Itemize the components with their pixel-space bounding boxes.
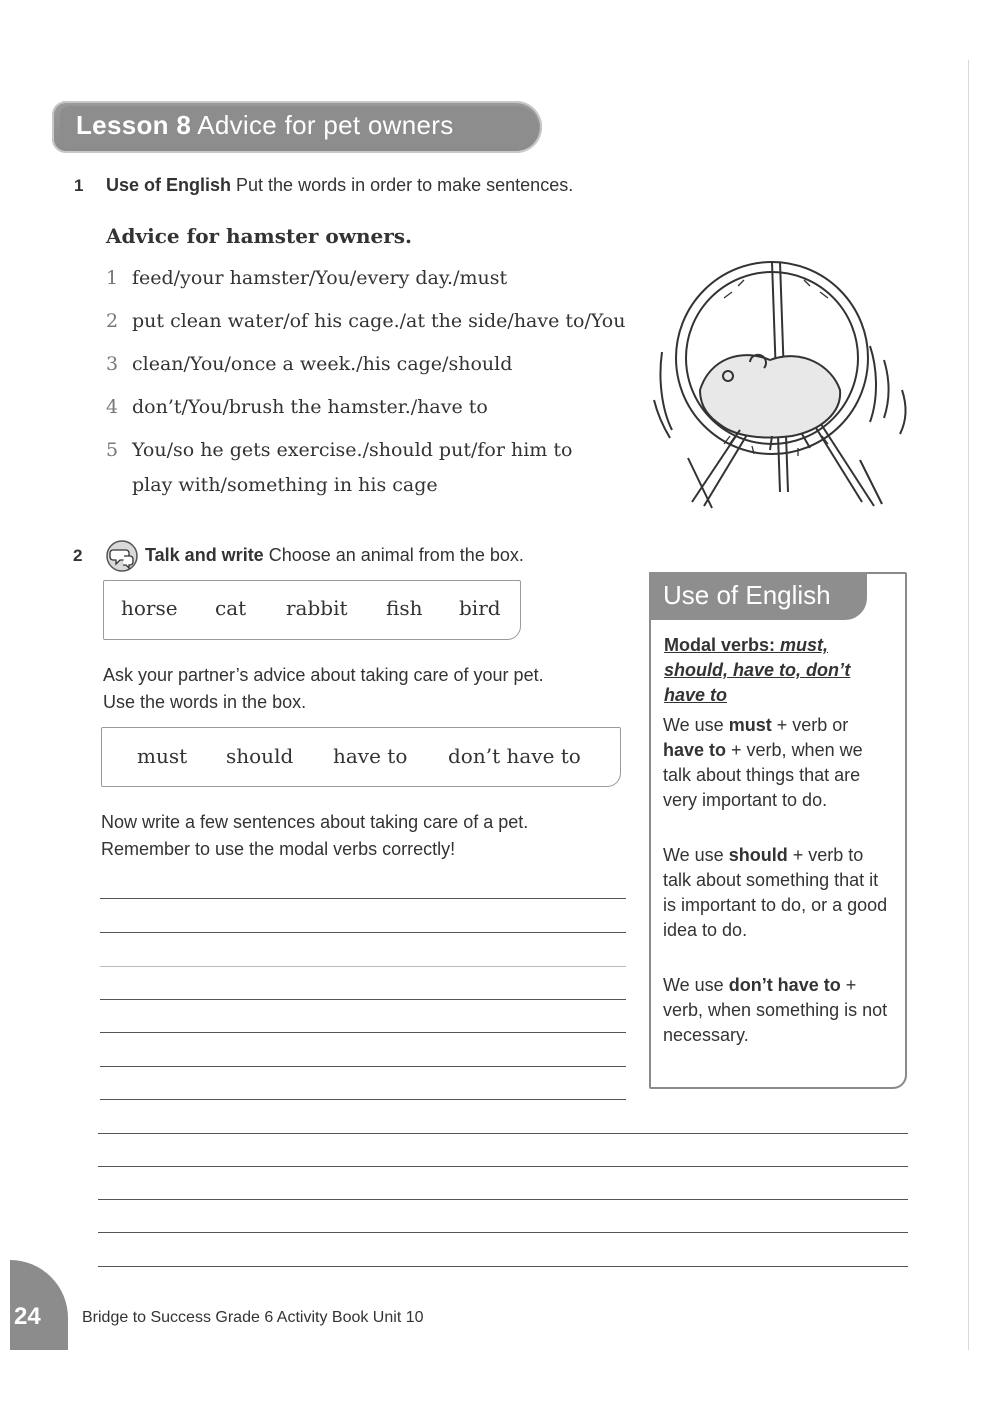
- footer-text: Bridge to Success Grade 6 Activity Book Unit 10: [82, 1309, 424, 1326]
- q2-paragraph-2-line: Now write a few sentences about taking care of a pet.: [101, 812, 529, 832]
- lesson-number: Lesson 8: [76, 110, 192, 140]
- q2-instruction: [145, 545, 524, 566]
- writing-line[interactable]: [100, 898, 626, 899]
- q1-item-text: don’t/You/brush the hamster./have to: [132, 396, 488, 418]
- text: We use: [663, 845, 729, 865]
- animal-word: rabbit: [286, 596, 348, 620]
- modal-word-box: [101, 727, 621, 787]
- writing-line[interactable]: [100, 966, 626, 967]
- modal-word: have to: [333, 744, 408, 768]
- q2-paragraph-1-line: Use the words in the box.: [103, 692, 307, 712]
- lesson-title-text: Advice for pet owners: [197, 110, 454, 140]
- q2-paragraph-1-line: Ask your partner’s advice about taking care of your pet.: [103, 665, 544, 685]
- page-edge: [968, 60, 969, 1350]
- q1-item-number: 1: [106, 267, 119, 289]
- q1-item-text: put clean water/of his cage./at the side/have to/You: [132, 310, 626, 332]
- page-number: 24: [14, 1303, 41, 1330]
- writing-line[interactable]: [100, 999, 626, 1000]
- lesson-title: [76, 110, 454, 141]
- q1-number: 1: [74, 176, 84, 195]
- q1-instruction: [106, 175, 573, 196]
- q1-item: [106, 267, 507, 289]
- q1-item-number: 3: [106, 353, 119, 375]
- writing-line[interactable]: [100, 932, 626, 933]
- hamster-wheel-illustration: [652, 240, 916, 520]
- q1-item-number: 5: [106, 439, 119, 461]
- writing-line[interactable]: [100, 1066, 626, 1067]
- q1-item-text: You/so he gets exercise./should put/for him to: [132, 439, 573, 461]
- q1-item-text: clean/You/once a week./his cage/should: [132, 353, 513, 375]
- modal-word: must: [137, 744, 188, 768]
- bold-term: don’t have to: [728, 975, 841, 995]
- use-of-english-paragraph: [663, 973, 893, 1048]
- q1-item: [106, 310, 625, 332]
- animal-word: cat: [215, 596, 247, 620]
- bold-term: have to: [663, 740, 727, 760]
- use-of-english-paragraph: [663, 843, 893, 943]
- writing-line[interactable]: [98, 1133, 908, 1134]
- animal-word: fish: [386, 596, 423, 620]
- q1-item-number: 2: [106, 310, 119, 332]
- q2-skill: Talk and write: [145, 545, 264, 565]
- use-of-english-title: Use of English: [663, 580, 831, 610]
- modal-word: don’t have to: [448, 744, 581, 768]
- text: We use: [663, 975, 729, 995]
- q1-item: [106, 353, 512, 375]
- bold-term: must: [728, 715, 772, 735]
- writing-line[interactable]: [100, 1099, 626, 1100]
- text: + verb to talk about something that it is important to do, or a good idea to do.: [663, 845, 888, 940]
- q2-instruction-text: Choose an animal from the box.: [268, 545, 524, 565]
- animal-word-box: [103, 580, 521, 640]
- writing-line[interactable]: [98, 1166, 908, 1167]
- q2-paragraph-2: [101, 809, 528, 863]
- writing-line[interactable]: [98, 1199, 908, 1200]
- q1-instruction-text: Put the words in order to make sentences.: [236, 175, 574, 195]
- text: + verb or: [771, 715, 849, 735]
- writing-line[interactable]: [98, 1266, 908, 1267]
- q2-paragraph-2-line: Remember to use the modal verbs correctly!: [101, 839, 456, 859]
- modal-word: should: [226, 744, 294, 768]
- q2-number: 2: [73, 546, 83, 565]
- animal-word: horse: [121, 596, 178, 620]
- q1-item-continued: play with/something in his cage: [132, 474, 438, 496]
- use-of-english-paragraph: [663, 713, 893, 813]
- q1-subtitle: Advice for hamster owners.: [106, 224, 412, 248]
- animal-word: bird: [459, 596, 501, 620]
- text: We use: [663, 715, 729, 735]
- q1-item-number: 4: [106, 396, 119, 418]
- text: + verb, when something is not necessary.: [663, 975, 888, 1045]
- q1-skill: Use of English: [106, 175, 232, 195]
- heading-italic: must, should, have to, don’t have to: [664, 635, 851, 705]
- q1-item: [106, 396, 488, 418]
- writing-line[interactable]: [98, 1232, 908, 1233]
- q2-paragraph-1: [103, 662, 544, 716]
- text: + verb, when we talk about things that are very important to do.: [663, 740, 863, 810]
- q1-item: [106, 439, 572, 461]
- use-of-english-heading: [664, 633, 894, 708]
- q1-item-text: feed/your hamster/You/every day./must: [132, 267, 508, 289]
- heading-plain: Modal verbs:: [664, 635, 781, 655]
- writing-line[interactable]: [100, 1032, 626, 1033]
- bold-term: should: [728, 845, 788, 865]
- talk-icon: [104, 540, 140, 572]
